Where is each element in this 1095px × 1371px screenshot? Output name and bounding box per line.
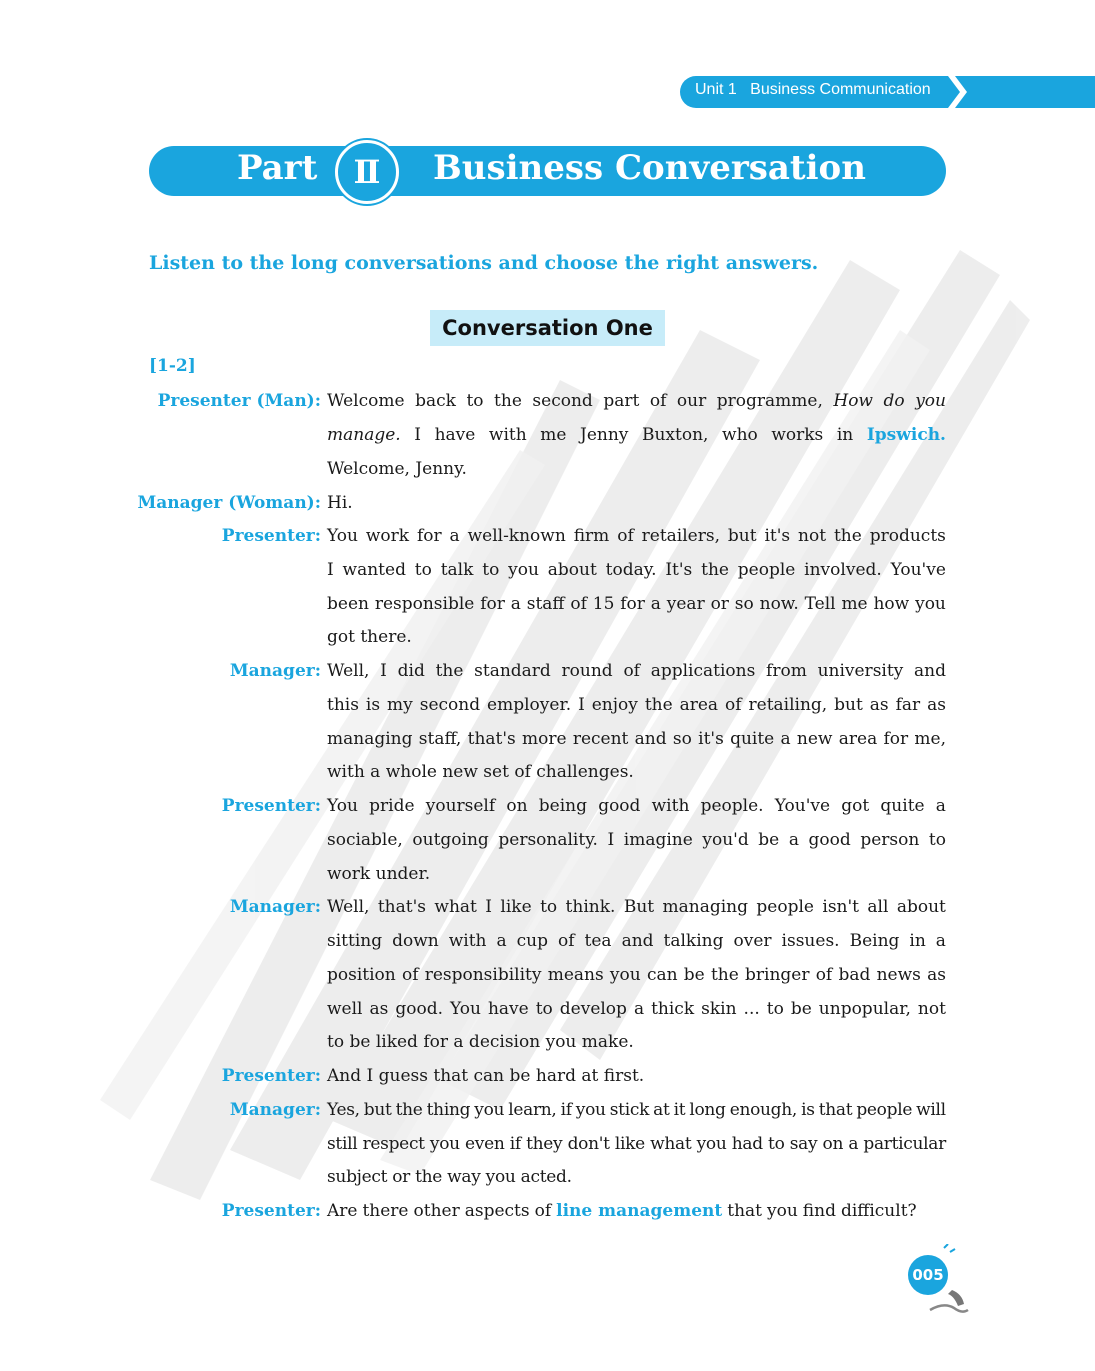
part-title: Business Conversation — [433, 148, 866, 188]
dialogue-line: And I guess that can be hard at first. — [327, 1066, 645, 1086]
dialogue-line: managing staff, that's more recent and so it's quite a new area for me, — [327, 729, 946, 749]
unit-number: Unit 1 — [695, 81, 737, 98]
instruction: Listen to the long conversations and choose the right answers. — [149, 252, 819, 274]
question-range: [1-2] — [149, 356, 196, 376]
part-label: Part — [237, 148, 318, 188]
dialogue-line: sociable, outgoing personality. I imagine you'd be a good person to — [327, 830, 946, 850]
speaker-label: Presenter: — [221, 1066, 321, 1086]
dialogue-line: got there. — [327, 627, 412, 647]
dialogue-line: work under. — [327, 864, 431, 884]
part-numeral-badge — [335, 140, 399, 204]
dialogue-line: been responsible for a staff of 15 for a year or so now. Tell me how you — [327, 594, 946, 614]
part-banner — [149, 146, 946, 196]
keyword: Ipswich. — [866, 425, 946, 445]
dialogue-line: manage. I have with me Jenny Buxton, who works in Ipswich. — [327, 418, 946, 452]
speaker-label: Manager (Woman): — [137, 493, 321, 513]
speaker-label: Presenter: — [221, 526, 321, 546]
page-number: 005 — [912, 1266, 944, 1284]
chevron-icon — [946, 76, 976, 108]
dialogue-line: I wanted to talk to you about today. It's the people involved. You've — [327, 560, 946, 580]
dialogue-line: You work for a well-known firm of retailers, but it's not the products — [327, 526, 946, 546]
speaker-label: Presenter: — [221, 796, 321, 816]
dialogue-line: Well, that's what I like to think. But managing people isn't all about — [327, 897, 946, 917]
dialogue-line: Well, I did the standard round of applications from university and — [327, 661, 946, 681]
speaker-label: Manager: — [229, 661, 321, 681]
speaker-label: Manager: — [229, 897, 321, 917]
dialogue-line: still respect you even if they don't like what you had to say on a particular — [327, 1134, 946, 1154]
dialogue-line: this is my second employer. I enjoy the area of retailing, but as far as — [327, 695, 946, 715]
dialogue-line: Are there other aspects of line management that you find difficult? — [327, 1194, 946, 1228]
dialogue-line: Welcome, Jenny. — [327, 459, 467, 479]
dialogue-line: position of responsibility means you can be the bringer of bad news as — [327, 965, 946, 985]
conversation-title: Conversation One — [442, 316, 653, 340]
part-numeral: Ⅱ — [353, 153, 381, 191]
speaker-label: Presenter (Man): — [157, 391, 321, 411]
page-number-badge — [908, 1255, 948, 1295]
unit-header-banner — [680, 76, 1095, 108]
speaker-label: Manager: — [229, 1100, 321, 1120]
dialogue-line: with a whole new set of challenges. — [327, 762, 634, 782]
conversation-title-box — [430, 310, 665, 346]
unit-title: Business Communication — [750, 81, 931, 98]
dialogue-line: You pride yourself on being good with people. You've got quite a — [327, 796, 946, 816]
dialogue-line: Welcome back to the second part of our programme, How do you — [327, 391, 946, 411]
dialogue-line: to be liked for a decision you make. — [327, 1032, 634, 1052]
dialogue-line: sitting down with a cup of tea and talking over issues. Being in a — [327, 931, 946, 951]
dialogue-line: subject or the way you acted. — [327, 1167, 572, 1187]
dialogue-line: Hi. — [327, 493, 353, 513]
dialogue-line: well as good. You have to develop a thick skin ... to be unpopular, not — [327, 999, 946, 1019]
speaker-label: Presenter: — [221, 1201, 321, 1221]
keyword: line management — [556, 1201, 723, 1221]
dialogue-line: Yes, but the thing you learn, if you stick at it long enough, is that people will — [327, 1100, 946, 1120]
